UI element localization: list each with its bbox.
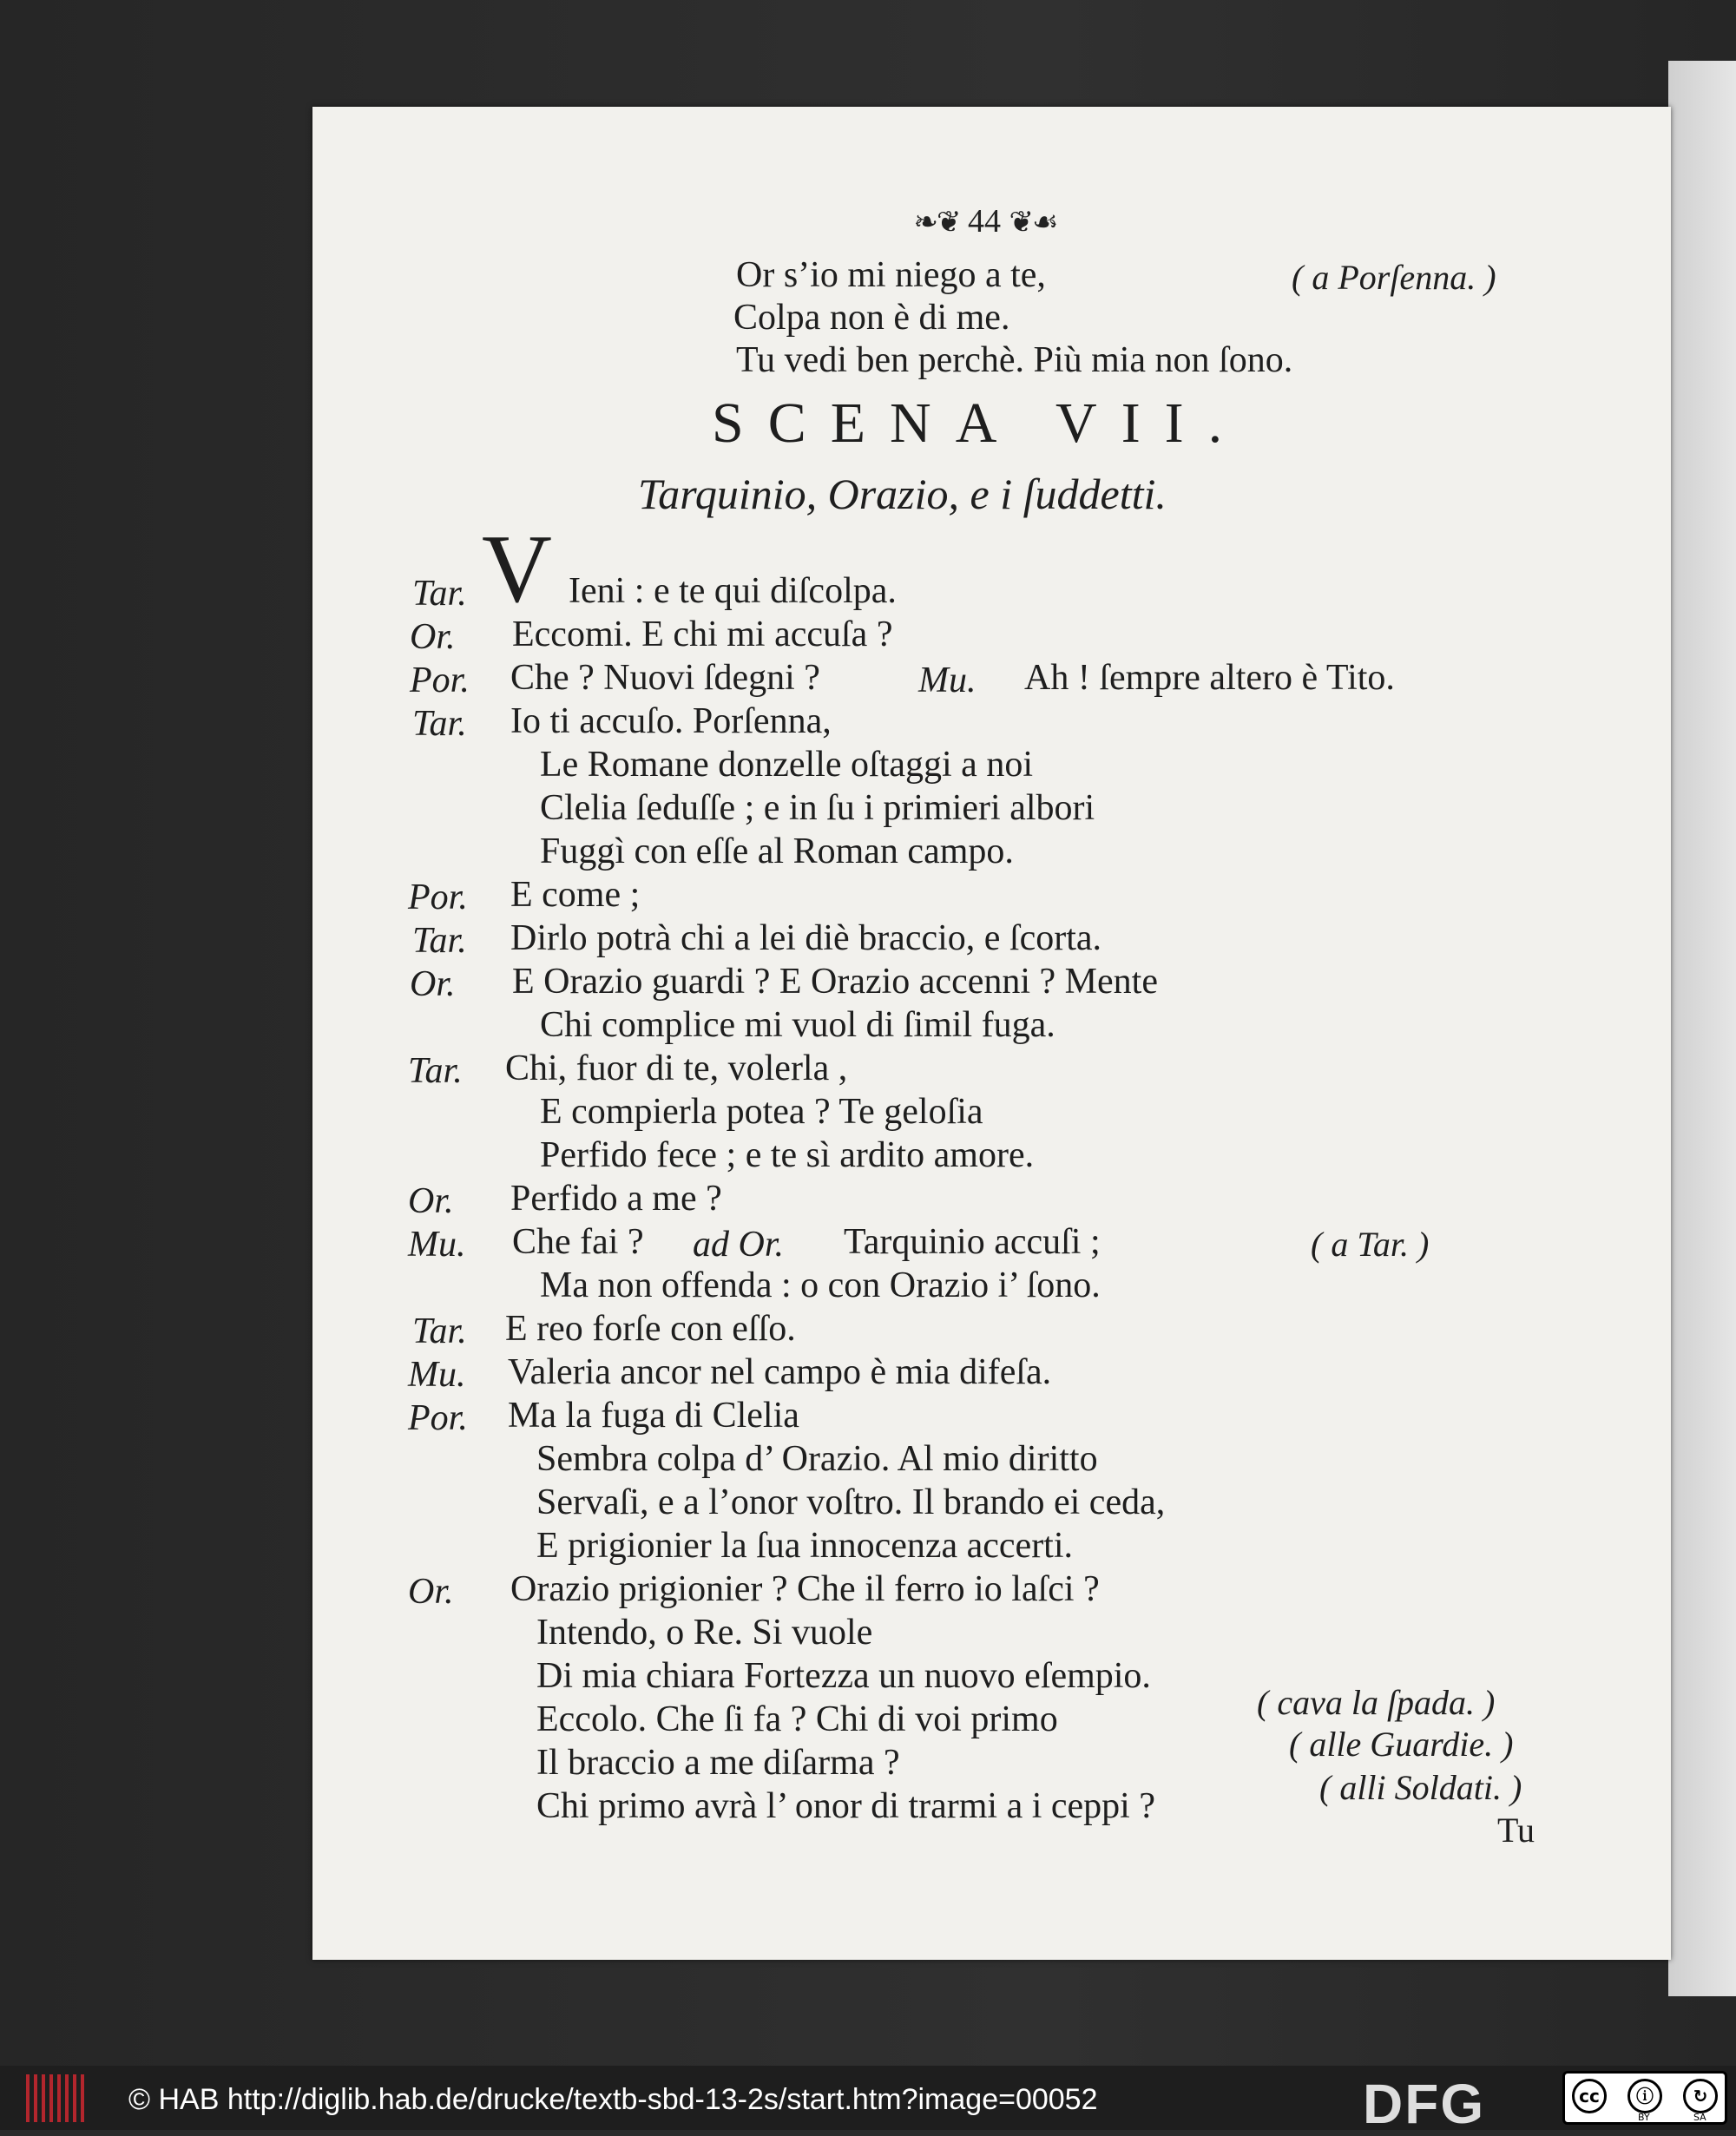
verse-line: Ieni : e te qui diſcolpa.	[569, 571, 897, 611]
speaker-label: Mu.	[408, 1355, 466, 1395]
verse-line: Orazio prigionier ? Che il ferro io laſci ?	[510, 1569, 1100, 1609]
stage-direction: ( cava la ſpada. )	[1257, 1683, 1496, 1722]
verse-line: Di mia chiara Fortezza un nuovo eſempio.	[536, 1656, 1151, 1696]
hab-logo-icon[interactable]	[26, 2074, 104, 2122]
speaker-label: Or.	[408, 1572, 454, 1612]
dfg-logo[interactable]: DFG	[1363, 2073, 1486, 2135]
license-label-sa: SA	[1693, 2112, 1706, 2123]
verse-line: Che fai ?	[512, 1222, 644, 1262]
verse-line: Intendo, o Re. Si vuole	[536, 1613, 873, 1653]
verse-line: E prigionier la ſua innocenza accerti.	[536, 1526, 1074, 1566]
license-label-by: BY	[1638, 2112, 1650, 2123]
verse-line: Sembra colpa d’ Orazio. Al mio diritto	[536, 1439, 1098, 1479]
verse-line: Che ? Nuovi ſdegni ?	[510, 658, 820, 698]
verse-line: Tarquinio accuſi ;	[844, 1222, 1101, 1262]
stage-direction: ( a Tar. )	[1311, 1225, 1430, 1264]
speaker-label: Mu.	[408, 1225, 466, 1265]
opening-line: Or s’io mi niego a te,	[736, 255, 1046, 295]
verse-line: Ah ! ſempre altero è Tito.	[1024, 658, 1395, 698]
ornament-right-icon: ❦☙	[1009, 207, 1057, 239]
verse-line: Ma la fuga di Clelia	[508, 1396, 799, 1436]
stage-direction: ( alle Guardie. )	[1289, 1725, 1514, 1764]
verse-line: E Orazio guardi ? E Orazio accenni ? Mente	[512, 962, 1158, 1002]
drop-cap: V	[482, 516, 552, 623]
verse-line: Servaſi, e a l’onor voſtro. Il brando ei ceda,	[536, 1482, 1166, 1522]
verse-line: E compierla potea ? Te geloſia	[540, 1092, 983, 1132]
opening-line: Tu vedi ben perchè. Più mia non ſono.	[736, 340, 1293, 380]
verse-line: Dirlo potrà chi a lei diè braccio, e ſcorta.	[510, 918, 1102, 958]
verse-line: Chi, fuor di te, volerla ,	[505, 1048, 848, 1088]
verse-line: Io ti accuſo. Porſenna,	[510, 701, 832, 741]
verse-line: Clelia ſeduſſe ; e in ſu i primieri albori	[540, 788, 1095, 828]
scene-title: SCENA VII.	[712, 391, 1247, 455]
speaker-label: Or.	[410, 964, 456, 1004]
verse-line: Eccolo. Che ſi fa ? Chi di voi primo	[536, 1699, 1058, 1739]
verse-line: Chi complice mi vuol di ſimil fuga.	[540, 1005, 1055, 1045]
scene-subtitle: Tarquinio, Orazio, e i ſuddetti.	[638, 470, 1167, 518]
ornament-left-icon: ❧❦	[913, 207, 960, 239]
speaker-label: Por.	[408, 877, 468, 917]
stage-direction: ( alli Soldati. )	[1319, 1768, 1522, 1807]
verse-line: Il braccio a me diſarma ?	[536, 1743, 900, 1783]
verse-line: Ma non offenda : o con Orazio i’ ſono.	[540, 1265, 1101, 1305]
speaker-label: Tar.	[408, 1051, 463, 1091]
speaker-label: Por.	[408, 1398, 468, 1438]
verse-line: Valeria ancor nel campo è mia difeſa.	[508, 1352, 1052, 1392]
attribution-link[interactable]: © HAB http://diglib.hab.de/drucke/textb-sbd-13-2s/start.htm?image=00052	[128, 2083, 1098, 2116]
speaker-label: Tar.	[412, 704, 467, 744]
speaker-label: Or.	[410, 617, 456, 657]
opening-line: Colpa non è di me.	[733, 298, 1010, 338]
speaker-label: Tar.	[412, 921, 467, 961]
adjacent-page-edge	[1668, 61, 1736, 1996]
speaker-label: Tar.	[412, 574, 467, 614]
cc-license-badge[interactable]	[1562, 2071, 1727, 2125]
verse-line: E come ;	[510, 875, 641, 915]
verse-line: Perfido a me ?	[510, 1179, 722, 1219]
verse-line: Eccomi. E chi mi accuſa ?	[512, 615, 893, 654]
page-number: 44	[968, 203, 1001, 240]
verse-line: Le Romane donzelle oſtaggi a noi	[540, 745, 1033, 785]
sa-icon: ↻	[1683, 2079, 1718, 2113]
by-icon: ⓘ	[1628, 2079, 1662, 2113]
speaker-label: Or.	[408, 1181, 454, 1221]
verse-line: Fuggì con eſſe al Roman campo.	[540, 831, 1014, 871]
aside-speaker-label: Mu.	[918, 661, 976, 700]
cc-icon: cc	[1572, 2079, 1607, 2113]
stage-direction: ( a Porſenna. )	[1292, 258, 1496, 297]
catchword: Tu	[1497, 1811, 1535, 1850]
aside-speaker-label: ad Or.	[693, 1225, 785, 1265]
verse-line: Perfido fece ; e te sì ardito amore.	[540, 1135, 1035, 1175]
verse-line: E reo forſe con eſſo.	[505, 1309, 796, 1349]
speaker-label: Tar.	[412, 1311, 467, 1351]
page-header	[877, 202, 1094, 240]
speaker-label: Por.	[410, 661, 470, 700]
verse-line: Chi primo avrà l’ onor di trarmi a i ceppi ?	[536, 1786, 1155, 1826]
